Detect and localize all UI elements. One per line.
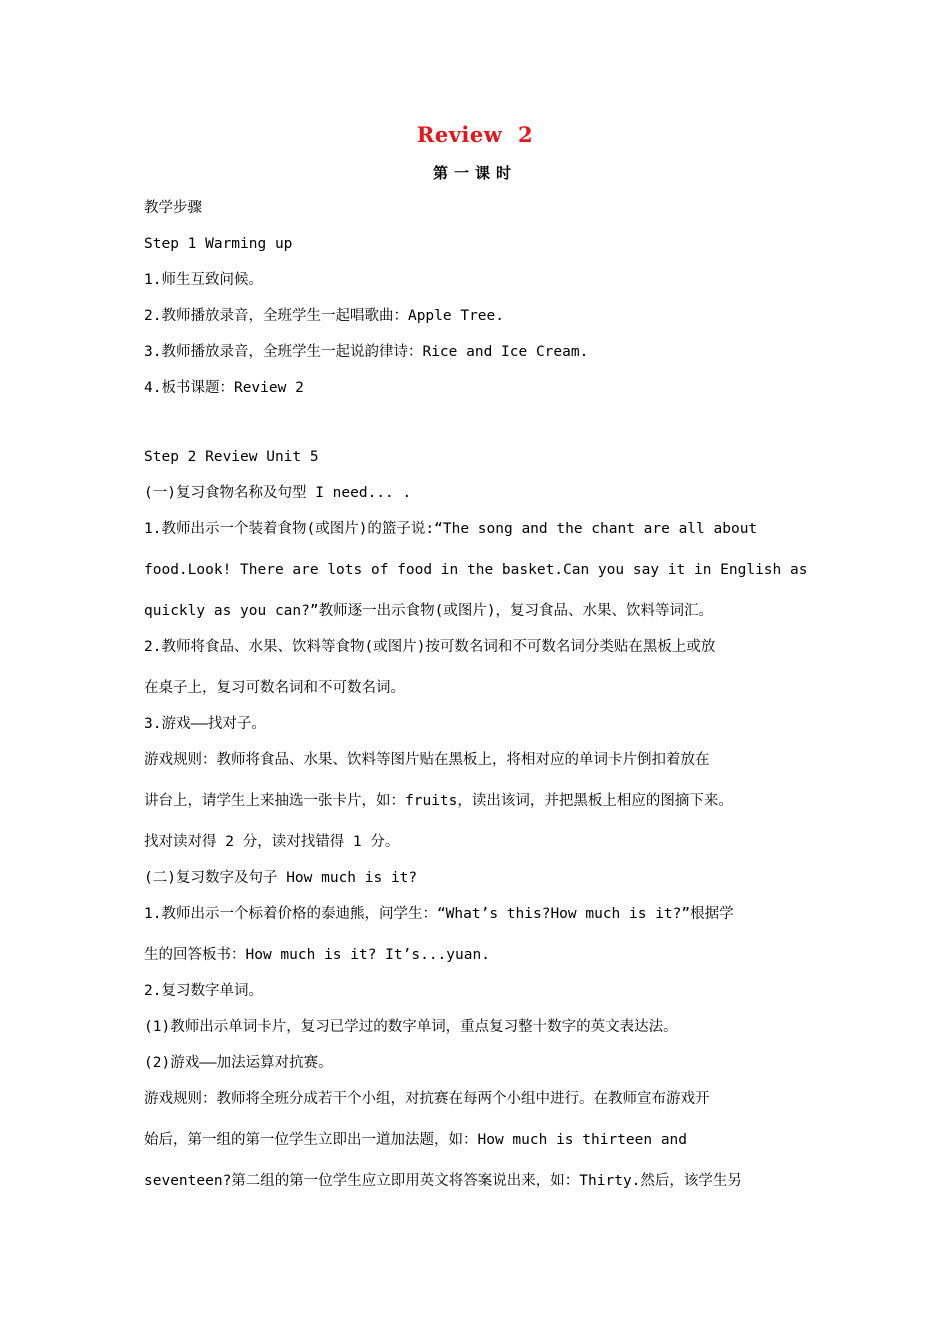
step-heading: Step 1 Warming up bbox=[144, 236, 293, 252]
text-line: (1)教师出示单词卡片，复习已学过的数字单词，重点复习整十数字的英文表达法。 bbox=[144, 1019, 678, 1035]
text-line: 游戏规则：教师将全班分成若干个小组，对抗赛在每两个小组中进行。在教师宣布游戏开 bbox=[144, 1091, 710, 1107]
text-line: 在桌子上，复习可数名词和不可数名词。 bbox=[144, 680, 405, 696]
text-line: 2.教师将食品、水果、饮料等食物(或图片)按可数名词和不可数名词分类贴在黑板上或放 bbox=[144, 639, 716, 655]
text-line: 3.游戏——找对子。 bbox=[144, 716, 266, 732]
text-line: food.Look! There are lots of food in the basket.Can you say it in English as bbox=[144, 562, 808, 578]
step-heading: Step 2 Review Unit 5 bbox=[144, 449, 319, 465]
text-line: 生的回答板书：How much is it? It’s...yuan. bbox=[144, 947, 490, 963]
text-line: 2.教师播放录音，全班学生一起唱歌曲：Apple Tree. bbox=[144, 308, 504, 324]
lesson-subtitle: 第一课时 bbox=[432, 164, 517, 182]
text-line: (二)复习数字及句子 How much is it? bbox=[144, 870, 418, 886]
text-line: (2)游戏——加法运算对抗赛。 bbox=[144, 1055, 333, 1071]
section-heading: 教学步骤 bbox=[144, 200, 202, 216]
text-line: 讲台上，请学生上来抽选一张卡片，如：fruits，读出该词，并把黑板上相应的图摘下来。 bbox=[144, 793, 733, 809]
text-line: 游戏规则：教师将食品、水果、饮料等图片贴在黑板上，将相对应的单词卡片倒扣着放在 bbox=[144, 752, 710, 768]
text-line: (一)复习食物名称及句型 I need... . bbox=[144, 485, 412, 501]
text-line: seventeen?第二组的第一位学生应立即用英文将答案说出来，如：Thirty.然后，该学生另 bbox=[144, 1173, 742, 1189]
text-line: 2.复习数字单词。 bbox=[144, 983, 263, 999]
text-line: 1.师生互致问候。 bbox=[144, 272, 263, 288]
text-line: 1.教师出示一个标着价格的泰迪熊，问学生：“What’s this?How much is it?”根据学 bbox=[144, 906, 734, 922]
text-line: 找对读对得 2 分，读对找错得 1 分。 bbox=[144, 834, 400, 850]
document-title: Review 2 bbox=[416, 122, 534, 147]
text-line: 1.教师出示一个装着食物(或图片)的篮子说:“The song and the chant are all about bbox=[144, 521, 758, 537]
text-line: 始后，第一组的第一位学生立即出一道加法题，如：How much is thirteen and bbox=[144, 1132, 688, 1148]
text-line: quickly as you can?”教师逐一出示食物(或图片)，复习食品、水果、饮料等词汇。 bbox=[144, 603, 714, 619]
text-line: 4.板书课题：Review 2 bbox=[144, 380, 304, 396]
text-line: 3.教师播放录音，全班学生一起说韵律诗：Rice and Ice Cream. bbox=[144, 344, 589, 360]
